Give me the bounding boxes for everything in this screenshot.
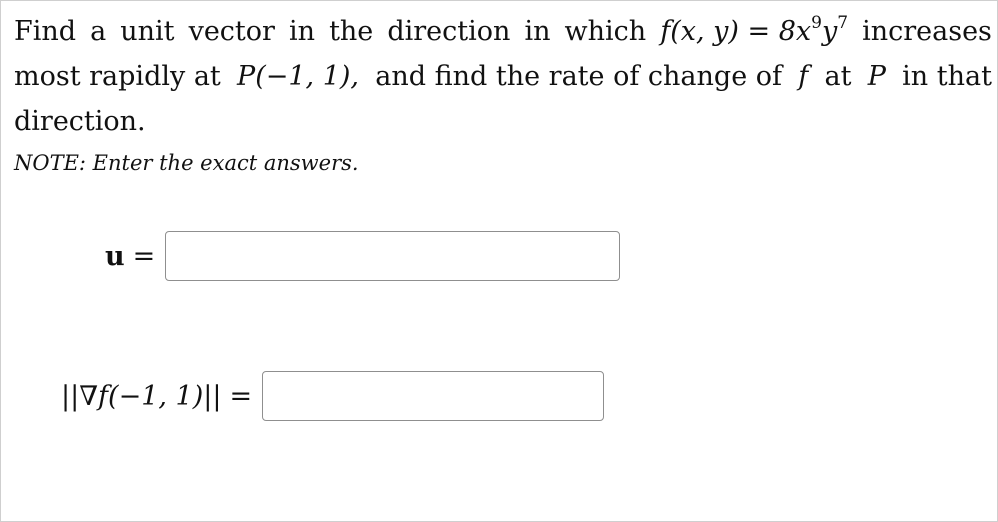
f-variable: f [798,61,809,92]
equals-sign: = [132,240,156,272]
word: the [329,16,374,47]
text-segment: most rapidly at [14,61,221,92]
y-exponent: 7 [837,13,849,33]
y-variable: y [821,16,838,47]
question-line-2 [14,54,992,99]
word: in [524,16,551,47]
question-text [14,9,992,144]
word: direction [387,16,511,47]
p-variable: P [867,61,886,92]
word: a [90,16,107,47]
function-definition [660,9,848,54]
unit-vector-label [105,241,165,272]
gradient-norm-label [61,381,262,412]
equals-sign: = [229,380,253,412]
word: increases [862,16,992,47]
word: in [288,16,316,47]
point-p: P(−1, 1), [237,61,359,92]
gradient-norm-symbol: ||∇f(−1, 1)|| [61,380,222,412]
word: unit [120,16,175,47]
x-exponent: 9 [811,13,822,33]
unit-vector-input[interactable] [165,231,620,281]
question-line-3: direction. [14,106,146,137]
function-expression: f(x, y) = 8x [660,16,812,47]
text-segment: at [824,61,852,92]
text-segment: in that [902,61,992,92]
unit-vector-row [105,231,620,281]
word: which [564,16,647,47]
question-line-1 [14,9,992,54]
word: Find [14,16,77,47]
word: vector [188,16,275,47]
note-text: NOTE: Enter the exact answers. [14,151,359,175]
text-segment: and find the rate of change of [375,61,783,92]
gradient-norm-row [61,371,604,421]
u-symbol: u [105,240,125,272]
gradient-norm-input[interactable] [262,371,604,421]
